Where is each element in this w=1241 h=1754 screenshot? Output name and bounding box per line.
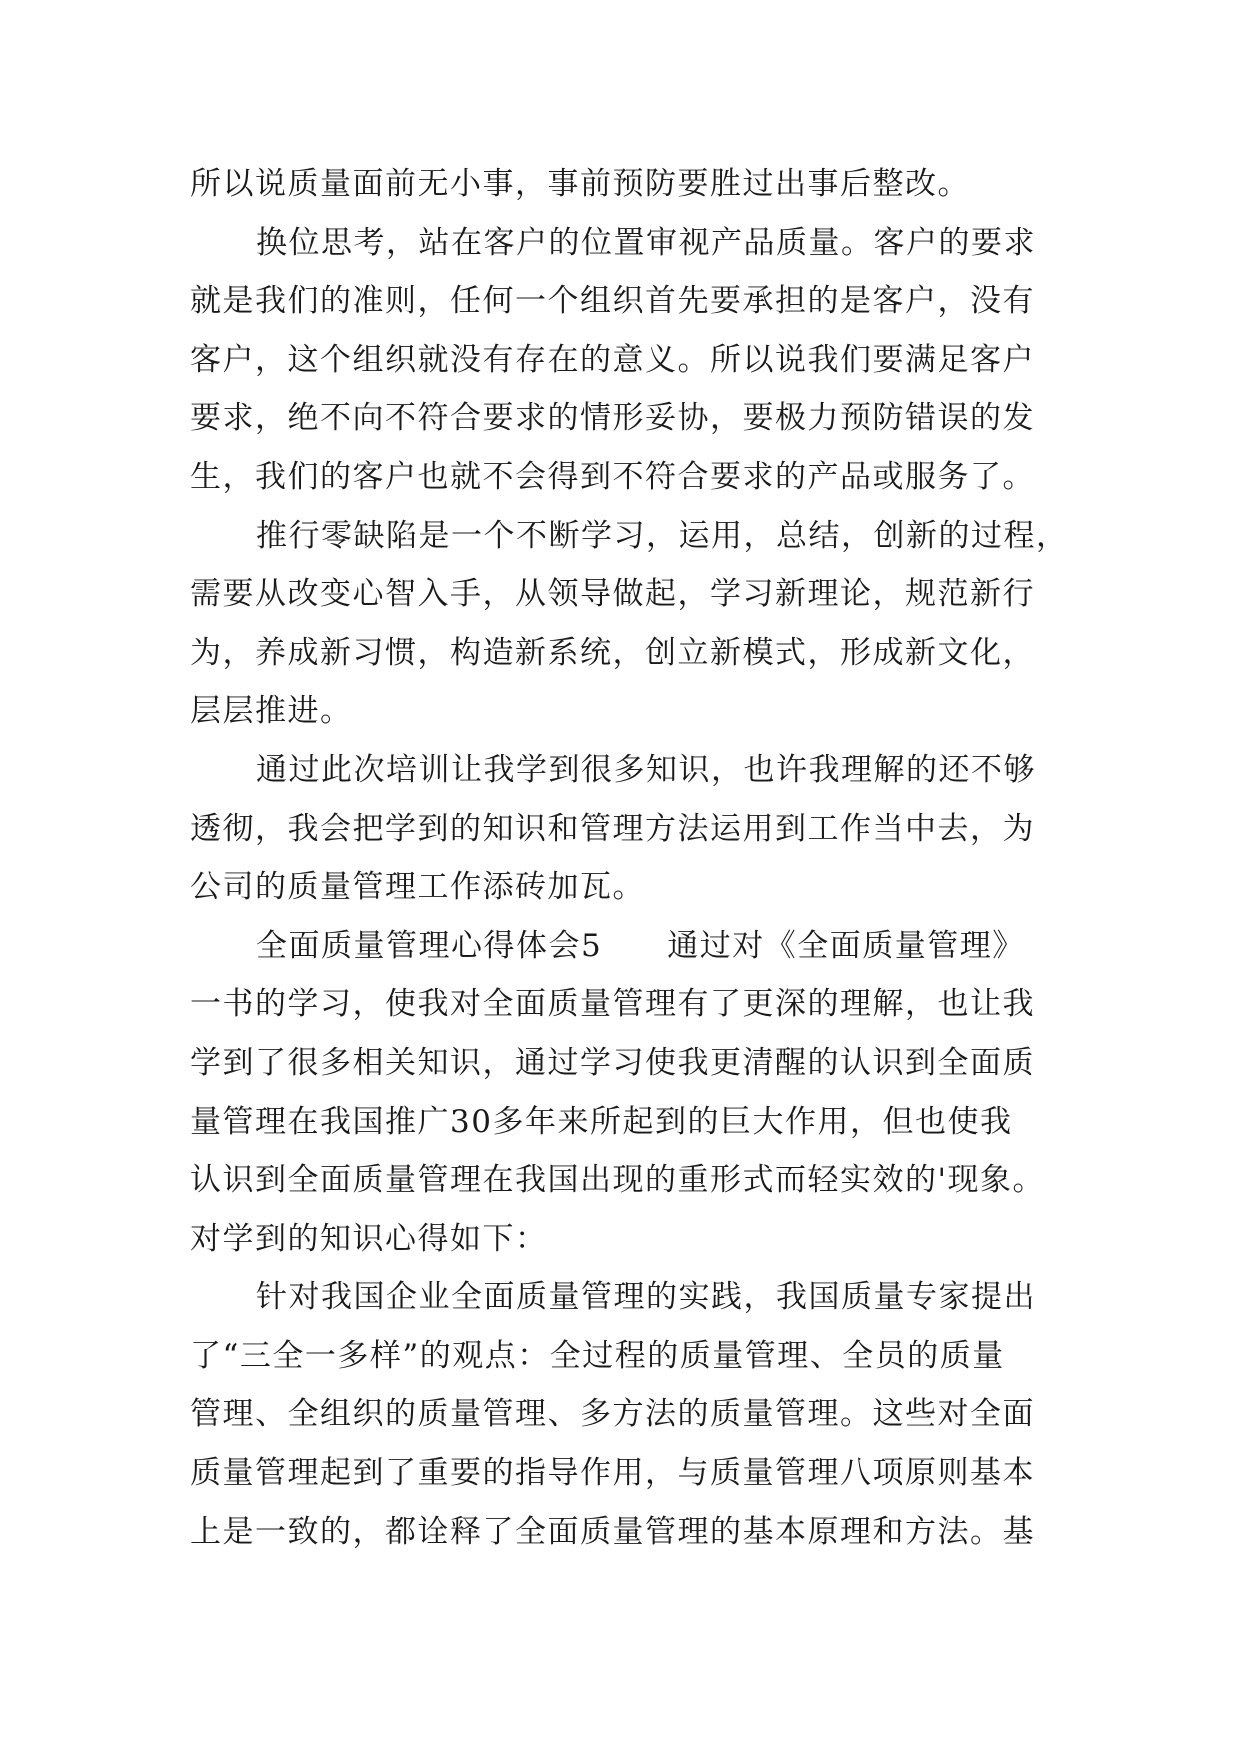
document-body [190,155,1070,1561]
text-line: 认识到全面质量管理在我国出现的重形式而轻实效的'现象。 [190,1162,1046,1199]
text-line: 所以说质量面前无小事，事前预防要胜过出事后整改。 [190,166,970,202]
text-line: 透彻，我会把学到的知识和管理方法运用到工作当中去，为 [190,810,1035,847]
text-line: 对学到的知识心得如下： [190,1220,548,1257]
text-line: 学到了很多相关知识，通过学习使我更清醒的认识到全面质 [190,1044,1035,1081]
text-line: 一书的学习，使我对全面质量管理有了更深的理解，也让我 [190,986,1035,1023]
text-line: 生，我们的客户也就不会得到不符合要求的产品或服务了。 [190,458,1035,495]
text-line: 要求，绝不向不符合要求的情形妥协，要极力预防错误的发 [190,400,1035,437]
text-line: 质量管理起到了重要的指导作用，与质量管理八项原则基本 [190,1455,1035,1492]
text-line: 针对我国企业全面质量管理的实践，我国质量专家提出 [256,1279,1036,1316]
text-line: 换位思考，站在客户的位置审视产品质量。客户的要求 [256,224,1036,261]
text-line: 就是我们的准则，任何一个组织首先要承担的是客户，没有 [190,283,1035,320]
text-line: 了“三全一多样”的观点：全过程的质量管理、全员的质量 [190,1337,1005,1374]
text-line: 通过此次培训让我学到很多知识，也许我理解的还不够 [256,751,1036,788]
text-line: 公司的质量管理工作添砖加瓦。 [190,869,645,906]
text-line: 管理、全组织的质量管理、多方法的质量管理。这些对全面 [190,1396,1035,1433]
text-line: 量管理在我国推广30多年来所起到的巨大作用，但也使我 [190,1103,1013,1140]
text-line: 需要从改变心智入手，从领导做起，学习新理论，规范新行 [190,576,1035,613]
text-line: 层层推进。 [190,693,353,730]
text-line: 为，养成新习惯，构造新系统，创立新模式，形成新文化， [190,634,1035,671]
text-line: 全面质量管理心得体会5 通过对《全面质量管理》 [256,927,1025,964]
text-line: 客户，这个组织就没有存在的意义。所以说我们要满足客户 [190,341,1035,378]
text-line: 上是一致的，都诠释了全面质量管理的基本原理和方法。基 [190,1513,1035,1550]
text-line: 推行零缺陷是一个不断学习，运用，总结，创新的过程， [256,517,1069,554]
